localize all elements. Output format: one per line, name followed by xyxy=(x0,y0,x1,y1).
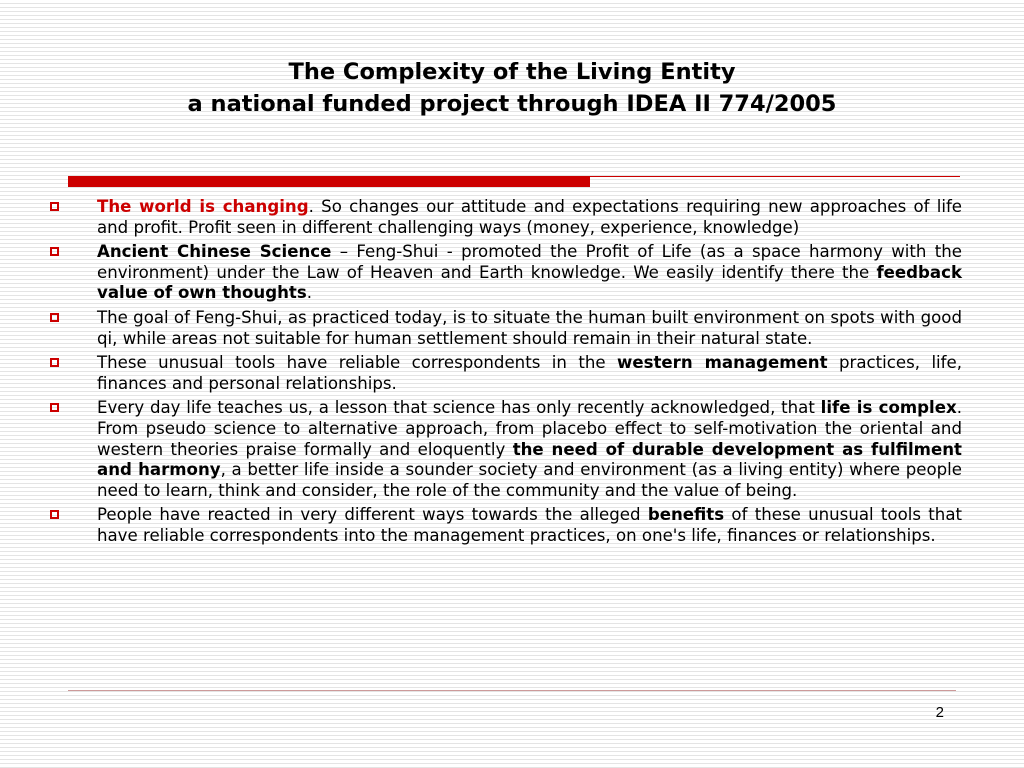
emphasis-text: feedback value of own thoughts xyxy=(97,262,962,303)
square-bullet-icon xyxy=(50,202,59,211)
bullet-list xyxy=(50,197,962,551)
emphasis-text: The world is changing xyxy=(97,197,309,216)
title-line-1: The Complexity of the Living Entity xyxy=(288,59,736,85)
square-bullet-icon xyxy=(50,313,59,322)
emphasis-text: western management xyxy=(617,353,828,373)
slide-title xyxy=(60,56,964,120)
bullet-text xyxy=(97,242,962,302)
title-divider-bar xyxy=(68,176,590,187)
title-line-2: a national funded project through IDEA II 774/2005 xyxy=(187,91,837,117)
square-bullet-icon xyxy=(50,510,59,519)
emphasis-text: the need of durable development as fulfilment and harmony xyxy=(97,439,962,480)
emphasis-text: life is complex xyxy=(820,398,957,418)
bullet-text xyxy=(97,398,962,499)
emphasis-text: Ancient Chinese Science xyxy=(97,242,332,262)
bullet-item xyxy=(50,398,962,501)
text-segment: of these unusual tools that have reliable correspondents into the management practices, on one's life, finances or relationships. xyxy=(97,505,962,545)
bullet-item xyxy=(50,308,962,349)
text-segment: . xyxy=(306,283,313,303)
text-segment: The goal of Feng-Shui, as practiced today, is to situate the human built environment on spots with good qi, while areas not suitable for human settlement should remain in their natural state. xyxy=(97,307,962,348)
page-number: 2 xyxy=(935,704,944,721)
text-segment: These unusual tools have reliable correspondents in the xyxy=(97,353,618,373)
emphasis-text: benefits xyxy=(647,505,725,525)
bullet-text xyxy=(97,308,962,348)
bullet-text xyxy=(97,505,962,545)
text-segment: . From pseudo science to alternative approach, from placebo effect to self-motivation the oriental and western theories praise formally and eloquently xyxy=(97,398,962,459)
bullet-item xyxy=(50,242,962,304)
footer-divider xyxy=(68,690,956,691)
square-bullet-icon xyxy=(50,358,59,367)
title-divider-line xyxy=(590,176,960,177)
text-segment: Every day life teaches us, a lesson that science has only recently acknowledged, that xyxy=(97,398,821,418)
bullet-text xyxy=(97,353,962,393)
text-segment: . So changes our attitude and expectations requiring new approaches of life and profit. Profit seen in different challenging ways (money, experience, knowledge) xyxy=(97,197,962,237)
bullet-item xyxy=(50,197,962,238)
text-segment: – Feng-Shui - promoted the Profit of Life (as a space harmony with the environment) under the Law of Heaven and Earth knowledge. We easily identify there the xyxy=(97,242,962,282)
bullet-text xyxy=(97,197,962,237)
bullet-item xyxy=(50,505,962,546)
square-bullet-icon xyxy=(50,403,59,412)
square-bullet-icon xyxy=(50,247,59,256)
bullet-item xyxy=(50,353,962,394)
text-segment: practices, life, finances and personal relationships. xyxy=(97,353,962,393)
text-segment: , a better life inside a sounder society and environment (as a living entity) where people need to learn, think and consider, the role of the community and the value of being. xyxy=(97,460,962,500)
text-segment: People have reacted in very different ways towards the alleged xyxy=(97,505,648,525)
